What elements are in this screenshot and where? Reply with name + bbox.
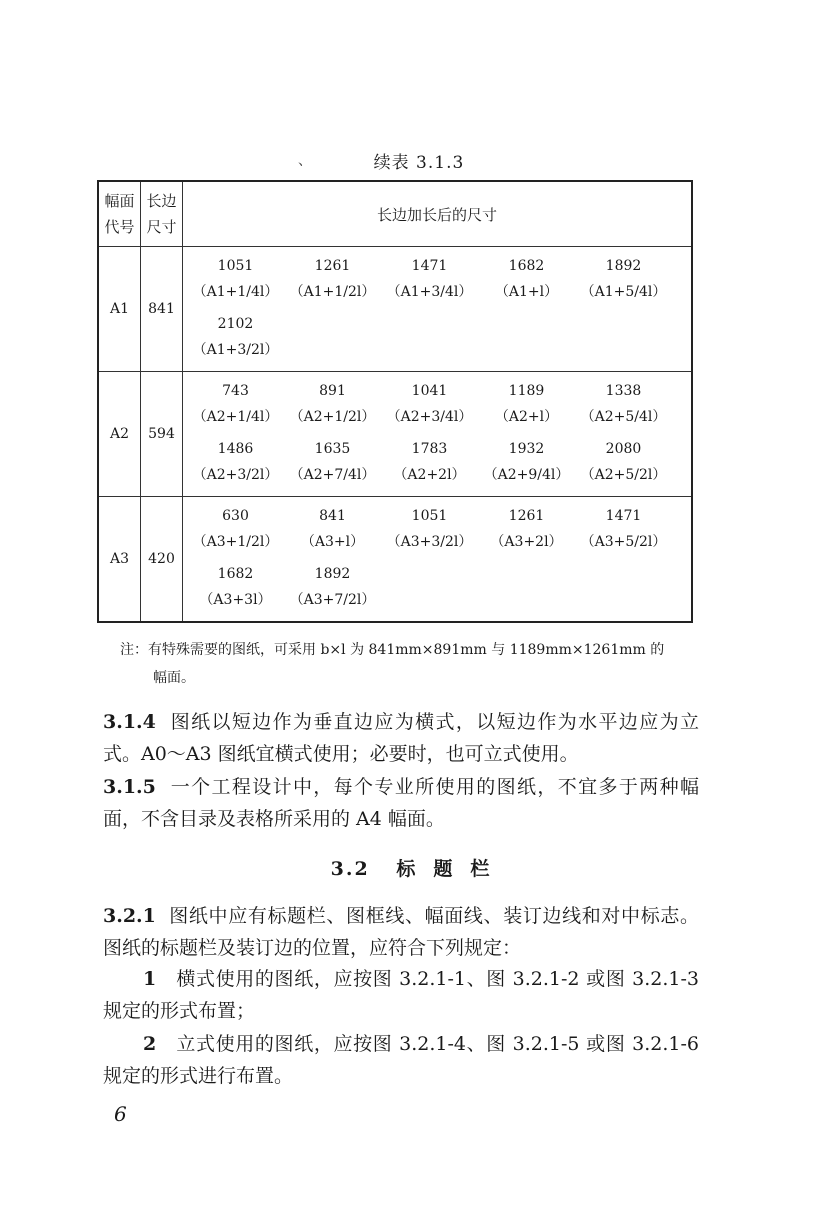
extended-length: 1635 (314, 441, 351, 457)
page-number: 6 (114, 1102, 127, 1126)
section-number: 3.2 (330, 858, 370, 880)
extended-size-item (187, 503, 284, 555)
extended-size-item (381, 378, 478, 430)
table-caption (0, 148, 838, 173)
caption-mark: 、 (298, 153, 313, 169)
extended-sizes-line (183, 436, 691, 488)
extended-size-item (575, 503, 672, 555)
size-code-cell: A3 (98, 497, 141, 623)
extended-size-item (381, 503, 478, 555)
clause-text: 图纸中应有标题栏、图框线、幅面线、装订边线和对中标志。图纸的标题栏及装订边的位置，应符合下列规定： (103, 905, 699, 959)
header-length: 长边尺寸 (141, 181, 183, 247)
extended-length: 1486 (217, 441, 254, 457)
section-title: 标题栏 (396, 858, 508, 880)
extension-formula: （A3+3/2l） (386, 534, 473, 550)
extension-formula: （A2+5/4l） (580, 409, 667, 425)
table-body (98, 247, 692, 623)
extended-length: 1892 (314, 566, 351, 582)
clause-text: 图纸以短边作为垂直边应为横式，以短边作为水平边应为立式。A0～A3 图纸宜横式使用；必要时，也可立式使用。 (103, 711, 699, 765)
extended-size-item (187, 378, 284, 430)
extension-formula: （A1+3/2l） (192, 342, 279, 358)
extension-formula: （A2+1/4l） (192, 409, 279, 425)
list-item-2 (103, 1028, 699, 1092)
extended-length: 1471 (605, 508, 642, 524)
extended-sizes-line (183, 253, 691, 305)
list-item-1 (103, 963, 699, 1027)
clause-3-1-4 (103, 706, 699, 770)
extension-formula: （A3+5/2l） (580, 534, 667, 550)
extended-size-item (284, 378, 381, 430)
extended-size-item (478, 253, 575, 305)
extension-formula: （A2+3/2l） (192, 467, 279, 483)
item-text: 横式使用的图纸，应按图 3.2.1-1、图 3.2.1-2 或图 3.2.1-3 规定的形式布置； (103, 968, 700, 1022)
extended-length: 891 (319, 383, 346, 399)
extended-size-item (284, 436, 381, 488)
long-side-cell: 420 (141, 497, 183, 623)
extended-size-item (478, 436, 575, 488)
extended-sizes-cell (183, 497, 693, 623)
clause-text: 一个工程设计中，每个专业所使用的图纸，不宜多于两种幅面，不含目录及表格所采用的 A4 幅面。 (103, 776, 699, 830)
section-heading (0, 854, 838, 881)
extension-formula: （A2+9/4l） (483, 467, 570, 483)
caption-title: 续表 3.1.3 (373, 153, 465, 173)
extended-size-item (187, 436, 284, 488)
extended-length: 1783 (411, 441, 448, 457)
extended-sizes-line (183, 561, 691, 613)
extension-formula: （A1+5/4l） (580, 284, 667, 300)
clause-3-2-1 (103, 900, 699, 964)
extension-formula: （A1+1/4l） (192, 284, 279, 300)
extended-length: 1682 (508, 258, 545, 274)
header-extended-label: 长边加长后的尺寸 (376, 205, 497, 224)
extended-length: 1041 (411, 383, 448, 399)
extended-sizes-line (183, 378, 691, 430)
extended-size-item (187, 561, 284, 613)
extended-length: 1471 (411, 258, 448, 274)
table-note (120, 636, 700, 692)
extended-length: 1338 (605, 383, 642, 399)
extended-size-item (575, 436, 672, 488)
extended-size-item (381, 436, 478, 488)
note-line-2: 幅面。 (153, 670, 195, 686)
extended-size-item (284, 253, 381, 305)
extension-formula: （A3+7/2l） (289, 592, 376, 608)
extended-length: 1261 (314, 258, 351, 274)
extension-formula: （A2+7/4l） (289, 467, 376, 483)
table-header-row (98, 181, 692, 247)
extended-size-item (187, 253, 284, 305)
table-row (98, 247, 692, 372)
extended-length: 1051 (217, 258, 254, 274)
item-number: 2 (143, 1033, 157, 1055)
extension-formula: （A1+l） (494, 284, 559, 300)
clause-3-1-5 (103, 771, 699, 835)
extension-formula: （A3+l） (300, 534, 365, 550)
header-code: 幅面代号 (98, 181, 141, 247)
size-table (97, 180, 693, 623)
extension-formula: （A2+l） (494, 409, 559, 425)
long-side-cell: 841 (141, 247, 183, 372)
clause-number: 3.2.1 (103, 905, 156, 927)
extension-formula: （A2+1/2l） (289, 409, 376, 425)
extended-sizes-line (183, 311, 691, 363)
extension-formula: （A3+3l） (199, 592, 272, 608)
extended-length: 1892 (605, 258, 642, 274)
extended-size-item (284, 503, 381, 555)
table-row (98, 372, 692, 497)
note-line-1: 注：有特殊需要的图纸，可采用 b×l 为 841mm×891mm 与 1189mm×1261mm 的 (120, 642, 665, 658)
extended-length: 1051 (411, 508, 448, 524)
extended-size-item (381, 253, 478, 305)
extension-formula: （A2+2l） (393, 467, 466, 483)
extended-size-item (478, 378, 575, 430)
extension-formula: （A2+3/4l） (386, 409, 473, 425)
header-extended (183, 181, 693, 247)
long-side-cell: 594 (141, 372, 183, 497)
extended-size-item (478, 503, 575, 555)
extended-size-item (284, 561, 381, 613)
extended-length: 1261 (508, 508, 545, 524)
item-number: 1 (143, 968, 157, 990)
extended-sizes-cell (183, 372, 693, 497)
extended-sizes-cell (183, 247, 693, 372)
extension-formula: （A3+1/2l） (192, 534, 279, 550)
extension-formula: （A1+1/2l） (289, 284, 376, 300)
size-code-cell: A1 (98, 247, 141, 372)
extended-length: 841 (319, 508, 346, 524)
clause-number: 3.1.4 (103, 711, 156, 733)
extended-length: 1932 (508, 441, 545, 457)
extended-length: 2102 (217, 316, 254, 332)
table-row (98, 497, 692, 623)
extended-size-item (187, 311, 284, 363)
item-text: 立式使用的图纸，应按图 3.2.1-4、图 3.2.1-5 或图 3.2.1-6 规定的形式进行布置。 (103, 1033, 700, 1087)
clause-number: 3.1.5 (103, 776, 156, 798)
size-code-cell: A2 (98, 372, 141, 497)
extended-size-item (575, 378, 672, 430)
extended-size-item (575, 253, 672, 305)
extended-length: 1189 (508, 383, 545, 399)
extension-formula: （A3+2l） (490, 534, 563, 550)
extended-length: 1682 (217, 566, 254, 582)
extended-length: 743 (222, 383, 249, 399)
extended-sizes-line (183, 503, 691, 555)
extended-length: 630 (222, 508, 249, 524)
extension-formula: （A2+5/2l） (580, 467, 667, 483)
extension-formula: （A1+3/4l） (386, 284, 473, 300)
extended-length: 2080 (605, 441, 642, 457)
